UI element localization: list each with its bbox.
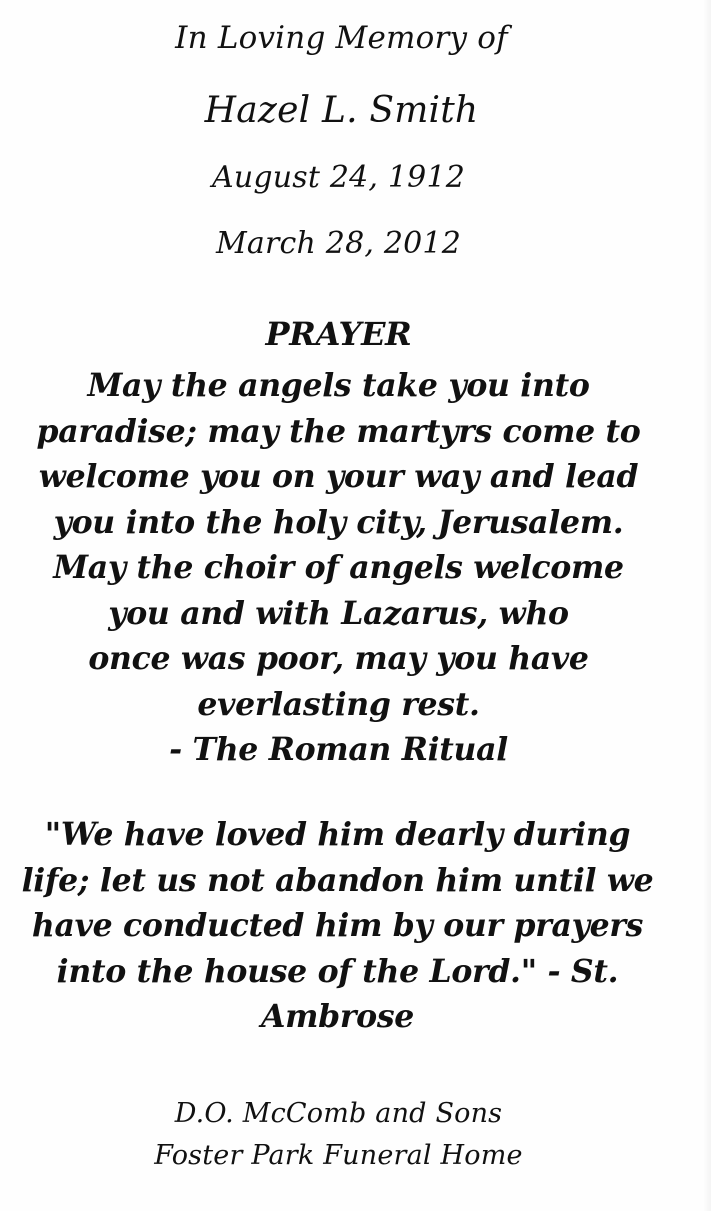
prayer-title: PRAYER bbox=[265, 315, 412, 353]
prayer-line: paradise; may the martyrs come to bbox=[36, 412, 641, 450]
prayer-line: welcome you on your way and lead bbox=[38, 458, 639, 495]
prayer-text bbox=[0, 363, 694, 773]
prayer-line: you and with Lazarus, who bbox=[108, 594, 569, 632]
prayer-line: everlasting rest. bbox=[197, 685, 480, 723]
in-loving-memory-heading: In Loving Memory of bbox=[175, 20, 508, 56]
card-edge-shadow bbox=[703, 0, 711, 1211]
prayer-line: May the angels take you into bbox=[87, 367, 590, 404]
prayer-line: May the choir of angels welcome bbox=[53, 549, 624, 586]
deceased-name: Hazel L. Smith bbox=[204, 90, 479, 131]
funeral-home-owner: D.O. McComb and Sons bbox=[174, 1098, 503, 1129]
prayer-line: you into the holy city, Jerusalem. bbox=[53, 503, 624, 541]
quote-attribution: Ambrose bbox=[260, 998, 415, 1035]
ambrose-quote bbox=[0, 812, 693, 1040]
death-date: March 28, 2012 bbox=[216, 226, 461, 261]
prayer-attribution: - The Roman Ritual bbox=[169, 731, 508, 768]
prayer-line: once was poor, may you have bbox=[88, 640, 589, 677]
funeral-home-footer bbox=[0, 1093, 694, 1177]
birth-date: August 24, 1912 bbox=[211, 160, 466, 195]
quote-line: have conducted him by our prayers bbox=[31, 907, 644, 944]
quote-line: into the house of the Lord." - St. bbox=[56, 952, 619, 990]
funeral-home-name: Foster Park Funeral Home bbox=[154, 1140, 523, 1171]
quote-line: "We have loved him dearly during bbox=[44, 816, 631, 853]
quote-line: life; let us not abandon him until we bbox=[21, 861, 654, 899]
